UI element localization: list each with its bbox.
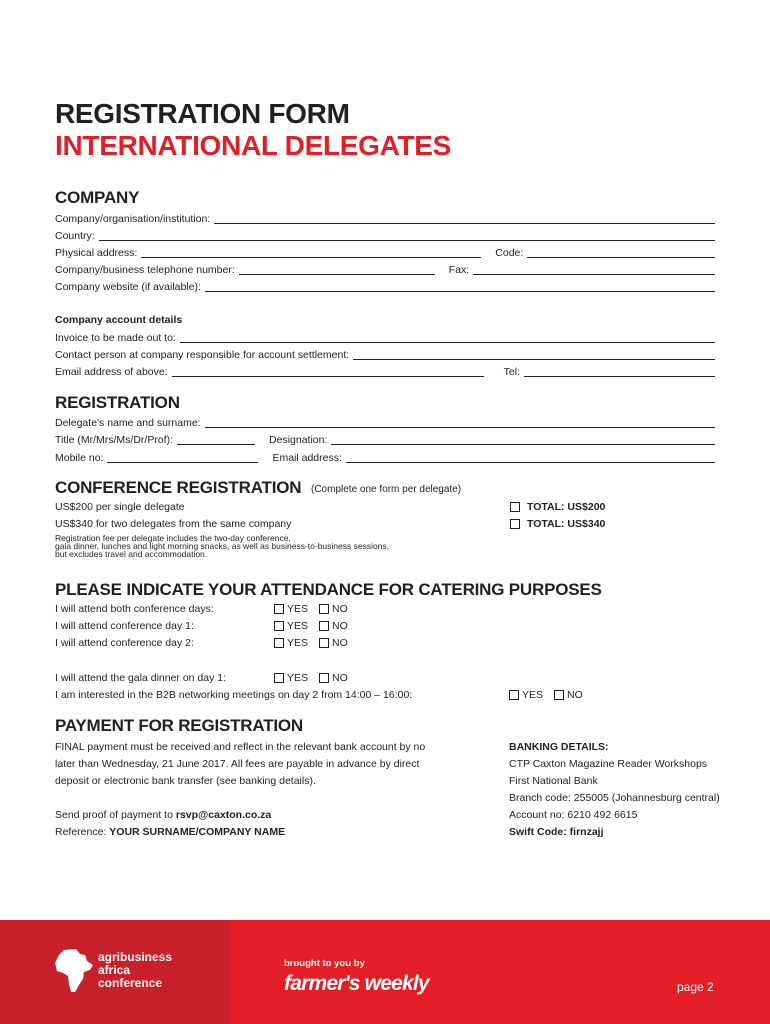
- account-email-field[interactable]: [172, 366, 484, 377]
- bank-account-name: CTP Caxton Magazine Reader Workshops: [509, 758, 708, 770]
- conference-note: (Complete one form per delegate): [311, 484, 462, 495]
- code-field[interactable]: [527, 247, 715, 258]
- payment-text-3: deposit or electronic bank transfer (see banking details).: [55, 775, 316, 787]
- phone-label: Company/business telephone number:: [55, 264, 235, 276]
- conference-heading: CONFERENCE REGISTRATION: [55, 478, 302, 497]
- reference-prefix: Reference:: [55, 826, 110, 838]
- invoice-field[interactable]: [180, 332, 715, 343]
- attend-day1-no-checkbox[interactable]: [319, 621, 329, 631]
- total-340-checkbox[interactable]: [510, 519, 520, 529]
- bank-name: First National Bank: [509, 775, 598, 787]
- org-label: Company/organisation/institution:: [55, 213, 211, 225]
- fax-field[interactable]: [473, 264, 715, 275]
- gala-yes-checkbox[interactable]: [274, 673, 284, 683]
- email-field[interactable]: [346, 452, 715, 463]
- attend-day2-no-label: NO: [332, 637, 348, 649]
- invoice-row: [55, 329, 715, 345]
- payment-text-1: FINAL payment must be received and reflect in the relevant bank account by no: [55, 741, 426, 753]
- attendance-heading: PLEASE INDICATE YOUR ATTENDANCE FOR CATERING PURPOSES: [55, 580, 602, 599]
- website-label: Company website (if available):: [55, 281, 201, 293]
- website-row: [55, 278, 715, 294]
- gala-dinner-label: I will attend the gala dinner on day 1:: [55, 672, 227, 684]
- logo-line-2: africa: [98, 963, 131, 977]
- mobile-label: Mobile no:: [55, 452, 104, 464]
- attend-day1-label: I will attend conference day 1:: [55, 620, 194, 632]
- invoice-label: Invoice to be made out to:: [55, 332, 176, 344]
- contact-field[interactable]: [353, 349, 715, 360]
- branch-code: Branch code: 255005 (Johannesburg central): [509, 792, 720, 804]
- form-subtitle: INTERNATIONAL DELEGATES: [55, 130, 451, 161]
- website-field[interactable]: [205, 281, 715, 292]
- africa-map-icon: [54, 948, 94, 994]
- b2b-label: I am interested in the B2B networking meetings on day 2 from 14:00 – 16:00:: [55, 689, 413, 701]
- attend-day1-yes-label: YES: [287, 620, 309, 632]
- attend-day1-no-label: NO: [332, 620, 348, 632]
- total-340-label: TOTAL: US$340: [527, 518, 606, 530]
- b2b-no-checkbox[interactable]: [554, 690, 564, 700]
- gala-no-checkbox[interactable]: [319, 673, 329, 683]
- logo-line-3: conference: [98, 976, 163, 990]
- phone-row: [55, 261, 715, 277]
- company-heading: COMPANY: [55, 188, 140, 207]
- address-label: Physical address:: [55, 247, 138, 259]
- payment-reference: [55, 824, 285, 841]
- event-logo-text: [98, 951, 172, 990]
- country-label: Country:: [55, 230, 95, 242]
- form-title: REGISTRATION FORM: [55, 98, 350, 129]
- account-email-row: [55, 363, 715, 379]
- designation-field[interactable]: [331, 434, 715, 445]
- rsvp-email[interactable]: rsvp@caxton.co.za: [175, 809, 272, 821]
- address-row: [55, 244, 715, 260]
- page-number: page 2: [677, 980, 714, 994]
- attend-both-no-checkbox[interactable]: [319, 604, 329, 614]
- total-200-checkbox[interactable]: [510, 502, 520, 512]
- title-label: Title (Mr/Mrs/Ms/Dr/Prof):: [55, 434, 174, 446]
- contact-label: Contact person at company responsible for account settlement:: [55, 349, 350, 361]
- brought-to-you-by: brought to you by: [284, 958, 365, 969]
- address-field[interactable]: [141, 247, 481, 258]
- attend-both-yes-checkbox[interactable]: [274, 604, 284, 614]
- attend-both-no-label: NO: [332, 603, 348, 615]
- farmers-weekly-logo: farmer's weekly: [284, 972, 429, 995]
- mobile-row: [55, 449, 715, 465]
- gala-yes-label: YES: [287, 672, 309, 684]
- attend-both-label: I will attend both conference days:: [55, 603, 214, 615]
- swift-code: Swift Code: firnzajj: [509, 826, 604, 838]
- phone-field[interactable]: [239, 264, 435, 275]
- logo-line-1: agribusiness: [98, 950, 173, 964]
- designation-label: Designation:: [269, 434, 328, 446]
- account-number: Account no: 6210 492 6615: [509, 809, 638, 821]
- attend-day1-yes-checkbox[interactable]: [274, 621, 284, 631]
- attend-day2-yes-checkbox[interactable]: [274, 638, 284, 648]
- registration-heading: REGISTRATION: [55, 393, 180, 412]
- country-row: [55, 227, 715, 243]
- delegate-name-row: [55, 414, 715, 430]
- attend-day2-no-checkbox[interactable]: [319, 638, 329, 648]
- total-200-label: TOTAL: US$200: [527, 501, 606, 513]
- attend-both-yes-label: YES: [287, 603, 309, 615]
- fax-label: Fax:: [448, 264, 470, 276]
- title-field[interactable]: [177, 434, 255, 445]
- proof-of-payment: [55, 807, 271, 824]
- title-row: [55, 431, 715, 447]
- b2b-no-label: NO: [567, 689, 583, 701]
- delegate-name-label: Delegate's name and surname:: [55, 417, 201, 429]
- payment-heading: PAYMENT FOR REGISTRATION: [55, 716, 304, 735]
- tel-field[interactable]: [524, 366, 715, 377]
- reference-value: YOUR SURNAME/COMPANY NAME: [109, 826, 286, 838]
- b2b-yes-label: YES: [522, 689, 544, 701]
- org-field[interactable]: [214, 213, 715, 224]
- code-label: Code:: [495, 247, 524, 259]
- delegate-name-field[interactable]: [205, 417, 715, 428]
- proof-prefix: Send proof of payment to: [55, 809, 176, 821]
- fee-note-line2: gala dinner, lunches and light morning snacks, as well as business-to-business sessions,: [55, 541, 390, 551]
- single-delegate-price: US$200 per single delegate: [55, 501, 185, 513]
- fee-note-line3: but excludes travel and accommodation.: [55, 549, 208, 559]
- tel-label: Tel:: [503, 366, 520, 378]
- account-email-label: Email address of above:: [55, 366, 168, 378]
- b2b-yes-checkbox[interactable]: [509, 690, 519, 700]
- banking-heading: BANKING DETAILS:: [509, 741, 609, 753]
- country-field[interactable]: [99, 230, 715, 241]
- attend-day2-yes-label: YES: [287, 637, 309, 649]
- fee-note-line1: Registration fee per delegate includes the two-day conference,: [55, 533, 291, 543]
- payment-text-2: later than Wednesday, 21 June 2017. All fees are payable in advance by direct: [55, 758, 420, 770]
- gala-no-label: NO: [332, 672, 348, 684]
- email-label: Email address:: [272, 452, 342, 464]
- mobile-field[interactable]: [107, 452, 258, 463]
- org-row: [55, 210, 715, 226]
- account-details-heading: Company account details: [55, 314, 183, 326]
- contact-row: [55, 346, 715, 362]
- attend-day2-label: I will attend conference day 2:: [55, 637, 194, 649]
- two-delegates-price: US$340 for two delegates from the same company: [55, 518, 292, 530]
